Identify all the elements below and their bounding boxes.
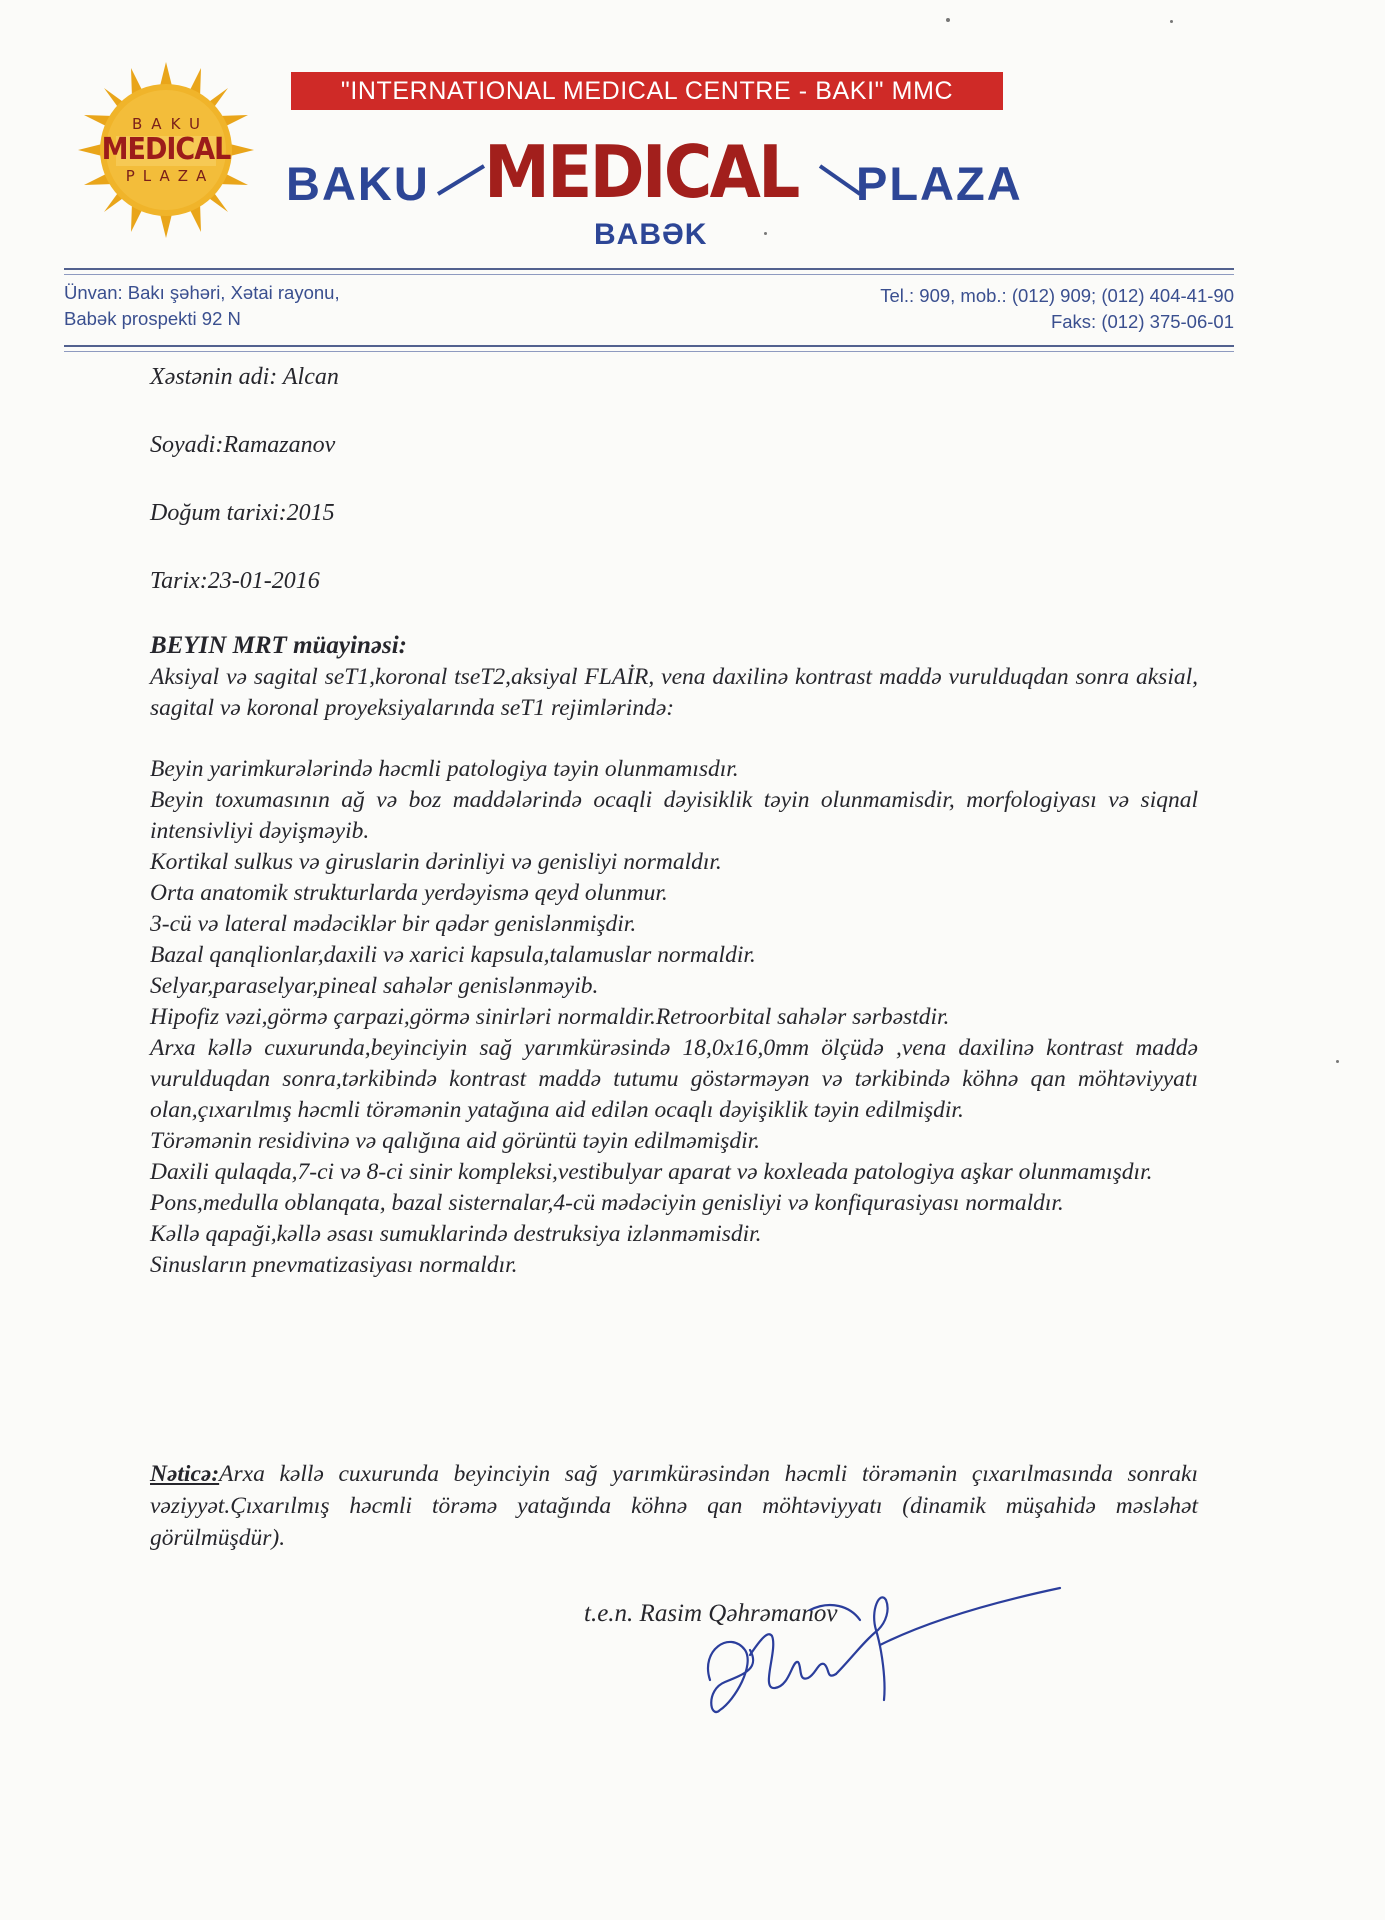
branch-name: BABƏK [594, 218, 708, 251]
finding-line: Selyar,paraselyar,pineal sahələr genislənməyib. [150, 973, 599, 999]
finding-line: Arxa kəllə cuxurunda,beyinciyin sağ yarımkürəsində 18,0x16,0mm ölçüdə ,vena daxilinə kontrast maddə vurulduqdan sonra,tərkibində kontrast maddə tutumu göstərməyən və tərkibində köhnə qan möhtəviyyatı olan,çıxarılmış həcmli törəmənin yatağına aid edilən ocaqlı dəyişiklik təyin edilmişdir. [150, 1035, 1198, 1123]
clinic-logo [76, 60, 256, 240]
patient-birth-date: Doğum tarixi:2015 [150, 500, 335, 526]
logo-medical-text: MEDICAL [101, 132, 231, 167]
scan-speck [1170, 20, 1173, 23]
phone-line: Tel.: 909, mob.: (012) 909; (012) 404-41-90 [880, 285, 1234, 306]
address-line-2: Babək prospekti 92 N [64, 308, 241, 329]
patient-surname: Soyadi:Ramazanov [150, 432, 336, 458]
finding-line: Hipofiz vəzi,görmə çarpazi,görmə sinirləri normaldir.Retroorbital sahələr sərbəstdir. [150, 1004, 950, 1030]
exam-date: Tarix:23-01-2016 [150, 568, 320, 594]
signature-icon [690, 1570, 1070, 1740]
header-divider-bottom [64, 345, 1234, 352]
finding-line: Bazal qanqlionlar,daxili və xarici kapsula,talamuslar normaldir. [150, 942, 756, 968]
finding-line: Beyin toxumasının ağ və boz maddələrində ocaqli dəyisiklik təyin olunmamisdir, morfologiyası və siqnal intensivliyi dəyişməyib. [150, 787, 1198, 844]
brand-baku: BAKU [286, 157, 430, 210]
conclusion-label: Nəticə: [150, 1461, 220, 1487]
report-heading: BEYIN MRT müayinəsi: [150, 632, 407, 659]
finding-line: Kəllə qapaği,kəllə əsası sumuklarində destruksiya izlənməmisdir. [150, 1221, 762, 1247]
handwritten-signature [690, 1570, 1070, 1740]
patient-name: Xəstənin adi: Alcan [150, 364, 339, 390]
logo-plaza-text: PLAZA [125, 167, 215, 185]
scan-speck [764, 232, 767, 235]
finding-line: Beyin yarimkurələrində həcmli patologiya təyin olunmamısdır. [150, 756, 739, 782]
clinic-address [64, 280, 340, 332]
logo-baku-text: BAKU [132, 115, 209, 133]
mri-report [150, 630, 1198, 1281]
fax-line: Faks: (012) 375-06-01 [1050, 311, 1234, 332]
scan-speck [1336, 1060, 1339, 1063]
finding-line: Daxili qulaqda,7-ci və 8-ci sinir kompleksi,vestibulyar aparat və koxleada patologiya aşkar olunmamışdır. [150, 1159, 1153, 1185]
conclusion [150, 1458, 1198, 1554]
address-line-1: Ünvan: Bakı şəhəri, Xətai rayonu, [64, 282, 340, 303]
finding-line: Törəmənin residivinə və qalığına aid görüntü təyin edilməmişdir. [150, 1128, 761, 1154]
clinic-contacts [880, 283, 1234, 335]
protocol-text: Aksiyal və sagital seT1,koronal tseT2,aksiyal FLAİR, vena daxilinə kontrast maddə vurulduqdan sonra aksial, sagital və koronal proyeksiyalarında seT1 rejimlərində: [150, 664, 1198, 721]
finding-line: Kortikal sulkus və giruslarin dərinliyi və genisliyi normaldır. [150, 849, 722, 875]
brand-medical: MEDICAL [484, 130, 798, 214]
finding-line: Pons,medulla oblanqata, bazal sisternalar,4-cü mədəciyin genisliyi və konfiqurasiyası normaldır. [150, 1190, 1064, 1216]
finding-line: Orta anatomik strukturlarda yerdəyismə qeyd olunmur. [150, 880, 668, 906]
header-divider-top [64, 268, 1234, 275]
brand-wordmark [284, 120, 1024, 214]
conclusion-text: Arxa kəllə cuxurunda beyinciyin sağ yarımkürəsindən həcmli törəmənin çıxarılmasında sonrakı vəziyyət.Çıxarılmış həcmli törəmə yatağında köhnə qan möhtəviyyatı (dinamik müşahidə məsləhət görülmüşdür). [150, 1461, 1198, 1551]
brand-plaza: PLAZA [856, 157, 1023, 210]
finding-line: 3-cü və lateral mədəciklər bir qədər genislənmişdir. [150, 911, 637, 937]
organization-banner: "INTERNATIONAL MEDICAL CENTRE - BAKI" MMC [291, 72, 1003, 110]
brand-slash-icon [430, 160, 490, 200]
scan-speck [946, 18, 950, 22]
finding-line: Sinusların pnevmatizasiyası normaldır. [150, 1252, 518, 1278]
signer-name: t.e.n. Rasim Qəhrəmanov [584, 1600, 838, 1627]
